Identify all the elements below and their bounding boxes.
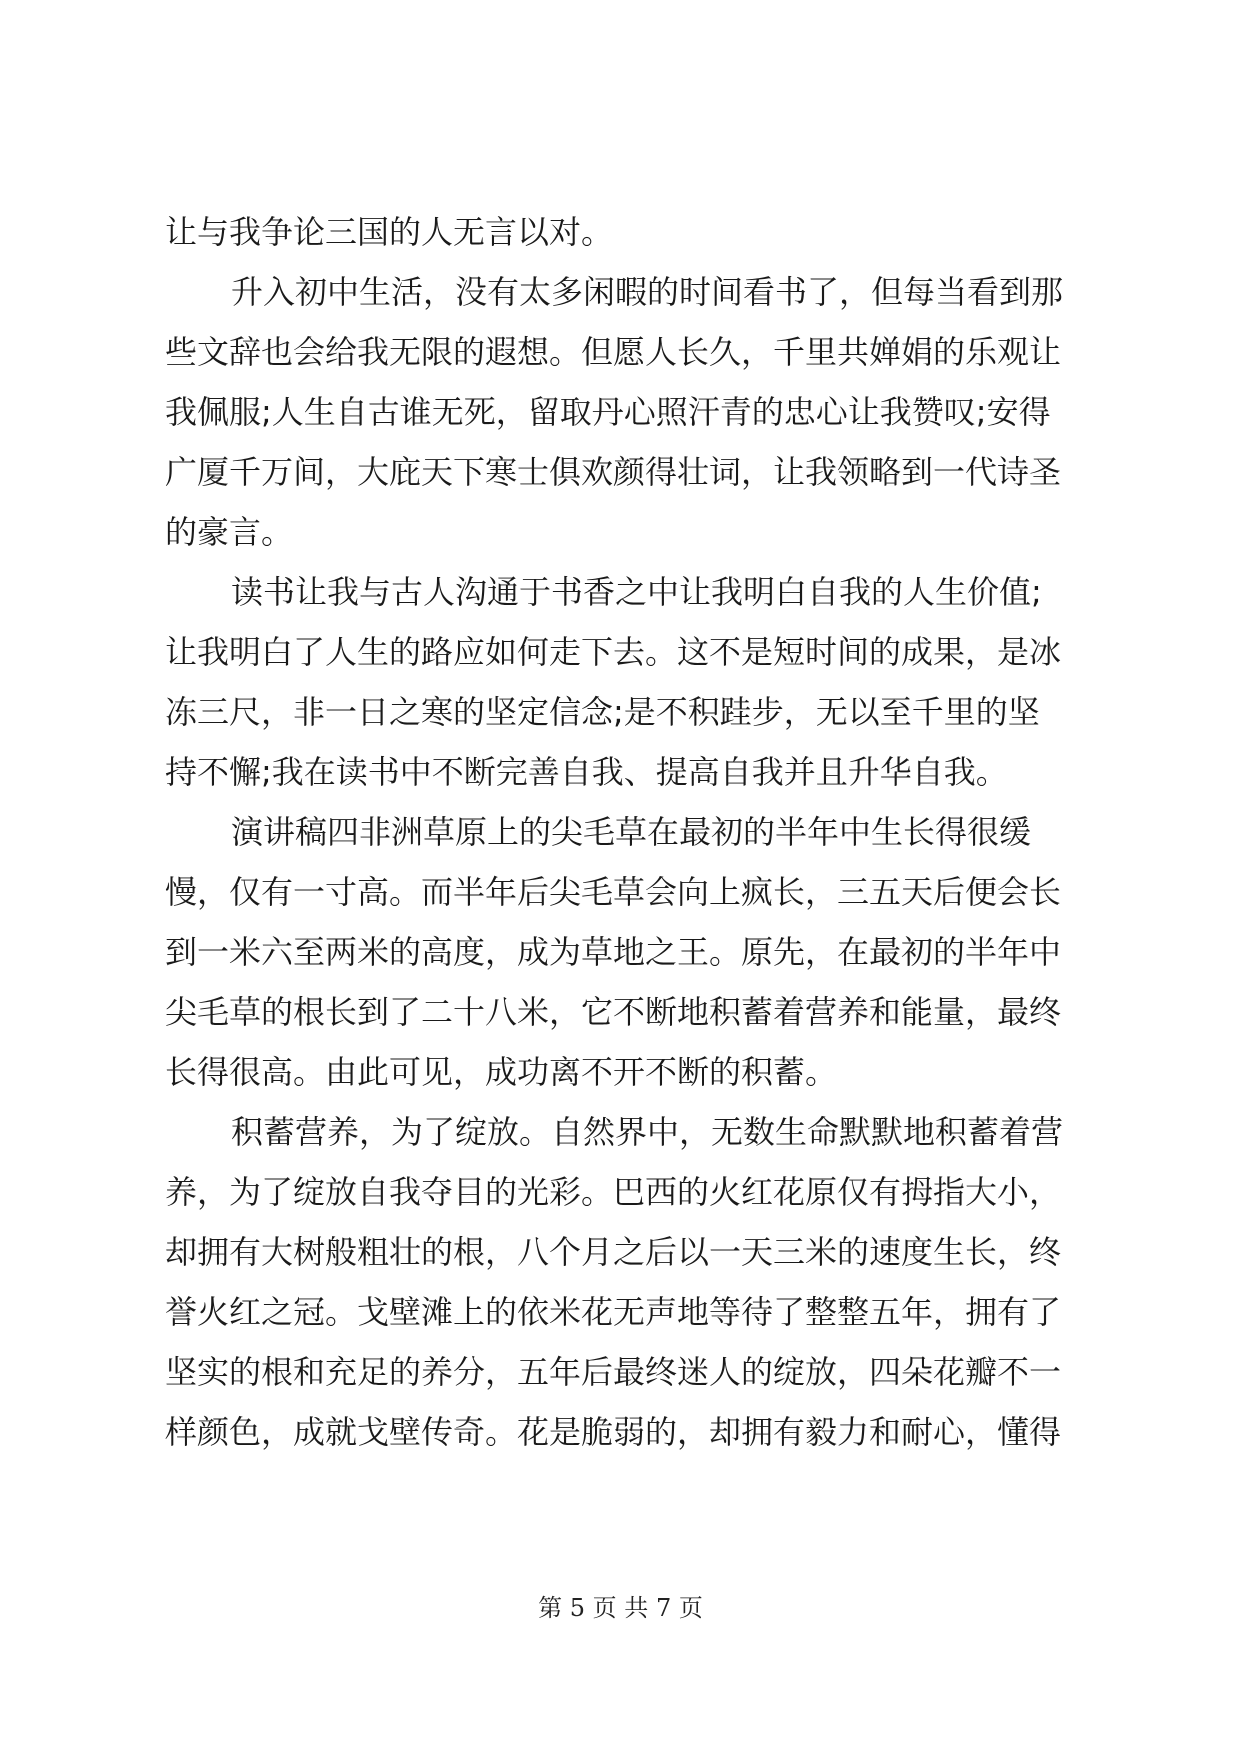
text-line: 慢，仅有一寸高。而半年后尖毛草会向上疯长，三五天后便会长 [165,873,1062,911]
text-line: 的豪言。 [165,513,294,551]
text-line: 养，为了绽放自我夺目的光彩。巴西的火红花原仅有拇指大小， [165,1173,1062,1211]
text-line: 让我明白了人生的路应如何走下去。这不是短时间的成果，是冰 [165,633,1062,671]
text-line: 到一米六至两米的高度，成为草地之王。原先，在最初的半年中 [165,933,1062,971]
text-line: 坚实的根和充足的养分，五年后最终迷人的绽放，四朵花瓣不一 [165,1353,1062,1391]
text-line: 些文辞也会给我无限的遐想。但愿人长久，千里共婵娟的乐观让 [165,333,1062,371]
text-line: 持不懈;我在读书中不断完善自我、提高自我并且升华自我。 [165,753,1008,791]
text-line: 尖毛草的根长到了二十八米，它不断地积蓄着营养和能量，最终 [165,993,1062,1031]
text-line: 积蓄营养，为了绽放。自然界中，无数生命默默地积蓄着营 [231,1113,1064,1151]
text-line: 我佩服;人生自古谁无死，留取丹心照汗青的忠心让我赞叹;安得 [165,393,1051,431]
text-line: 冻三尺，非一日之寒的坚定信念;是不积跬步，无以至千里的坚 [165,693,1040,731]
text-line: 样颜色，成就戈壁传奇。花是脆弱的，却拥有毅力和耐心，懂得 [165,1413,1062,1451]
text-line: 誉火红之冠。戈壁滩上的依米花无声地等待了整整五年，拥有了 [165,1293,1062,1331]
text-line: 长得很高。由此可见，成功离不开不断的积蓄。 [165,1053,838,1091]
text-line: 演讲稿四非洲草原上的尖毛草在最初的半年中生长得很缓 [231,813,1032,851]
text-line: 升入初中生活，没有太多闲暇的时间看书了，但每当看到那 [231,273,1064,311]
text-line: 却拥有大树般粗壮的根，八个月之后以一天三米的速度生长，终 [165,1233,1062,1271]
text-line: 读书让我与古人沟通于书香之中让我明白自我的人生价值; [231,573,1042,611]
page-number-footer: 第 5 页 共 7 页 [538,1594,703,1622]
text-line: 让与我争论三国的人无言以对。 [165,213,614,251]
text-line: 广厦千万间，大庇天下寒士俱欢颜得壮词，让我领略到一代诗圣 [165,453,1062,491]
